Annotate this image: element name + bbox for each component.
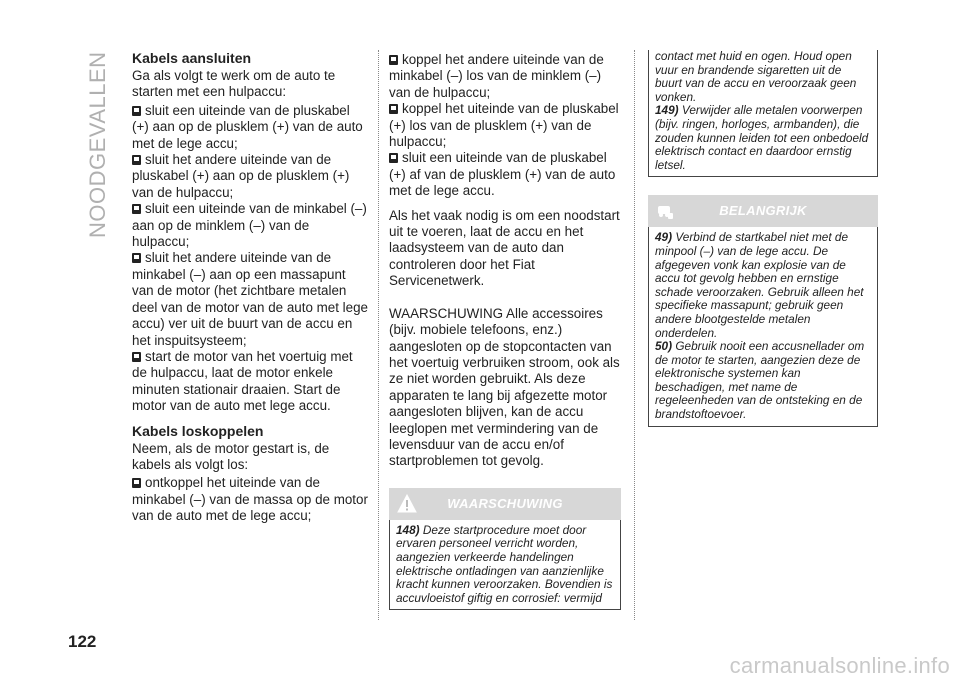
checkbox-square-icon	[389, 55, 398, 65]
list-item: sluit het andere uiteinde van de pluskabel (+) aan op de plusklem (+) van de hulpaccu;	[132, 152, 350, 200]
checkbox-square-icon	[389, 153, 398, 163]
warning-item-149	[655, 104, 871, 172]
list-item: sluit een uiteinde van de minkabel (–) aan op de minklem (–) van de hulpaccu;	[132, 201, 367, 250]
notice-item-49	[655, 231, 871, 340]
list-item: sluit het andere uiteinde van de minkabel (–) aan op een massapunt van de motor (het zichtbare metalen deel van de motor van de auto met lege accu) ver uit de buurt van de accu en het inspuitsysteem;	[132, 250, 368, 348]
column-2	[389, 52, 621, 610]
column-divider-1	[378, 50, 379, 620]
car-hand-icon	[654, 200, 676, 222]
warning-title: WAARSCHUWING	[447, 495, 563, 511]
checkbox-square-icon	[132, 253, 141, 263]
checkbox-square-icon	[132, 106, 141, 116]
intro-disconnect: Neem, als de motor gestart is, de kabels als volgt los:	[132, 440, 330, 472]
checkbox-square-icon	[132, 204, 141, 214]
notice-title: BELANGRIJK	[719, 203, 807, 219]
notice-body	[648, 227, 878, 426]
notice-number: 50)	[655, 339, 673, 354]
section-heading-connect: Kabels aansluiten	[132, 50, 252, 66]
list-item: start de motor van het voertuig met de hulpaccu, laat de motor enkele minuten stationair draaien. Start de motor van de auto met lege accu.	[132, 348, 353, 414]
list-item: sluit een uiteinde van de pluskabel (+) aan op de plusklem (+) van de auto met de lege accu;	[132, 102, 363, 151]
checkbox-square-icon	[132, 478, 141, 488]
list-item: sluit een uiteinde van de pluskabel (+) af van de plusklem (+) van de auto met de lege accu.	[389, 150, 616, 199]
warning-text: Verwijder alle metalen voorwerpen (bijv. ringen, horloges, armbanden), die zouden kunnen leiden tot een onbedoeld elektrisch contact en daardoor ernstig letsel.	[655, 103, 869, 172]
warning-continuation	[648, 50, 878, 177]
checkbox-square-icon	[132, 352, 141, 362]
column-3	[648, 50, 878, 427]
warning-header	[389, 488, 621, 520]
section-heading-disconnect: Kabels loskoppelen	[132, 422, 264, 439]
notice-header	[648, 195, 878, 227]
warning-triangle-icon	[397, 494, 417, 514]
notice-text: Gebruik nooit een accusnellader om de motor te starten, aangezien deze de elektronische systemen kan beschadigen, met name de regeleenheden van de ontsteking en de brandstoftoevoer.	[655, 339, 865, 422]
warning-continued-text: contact met huid en ogen. Houd open vuur en brandende sigaretten uit de buurt van de accu en veroorzaak geen vonken.	[655, 49, 857, 104]
watermark-text: carmanualsonline.info	[729, 653, 950, 678]
list-item: koppel het andere uiteinde van de minkabel (–) los van de minklem (–) van de hulpaccu;	[389, 52, 604, 100]
paragraph-accessories-warning: WAARSCHUWING Alle accessoires (bijv. mobiele telefoons, enz.) aangesloten op de stopcontacten van het voertuig verbruiken stroom, ook als ze niet worden gebruikt. Als deze apparaten te lang bij afgezette motor aangesloten blijven, kan de accu leeglopen met vermindering van de levensduur van de accu en/of startproblemen tot gevolg.	[389, 305, 620, 469]
page-number: 122	[68, 632, 97, 651]
warning-number: 149)	[655, 103, 679, 118]
checkbox-square-icon	[389, 104, 398, 114]
notice-number: 49)	[655, 230, 673, 245]
warning-box	[389, 488, 621, 611]
list-item: koppel het uiteinde van de pluskabel (+) los van de plusklem (+) van de hulpaccu;	[389, 101, 619, 150]
column-divider-2	[634, 50, 635, 620]
paragraph-service: Als het vaak nodig is om een noodstart uit te voeren, laat de accu en het laadsysteem van de auto dan controleren door het Fiat Servicenetwerk.	[389, 207, 620, 289]
warning-number: 148)	[396, 522, 420, 537]
list-item: ontkoppel het uiteinde van de minkabel (–) van de massa op de motor van de auto met de lege accu;	[132, 475, 368, 524]
intro-connect: Ga als volgt te werk om de auto te starten met een hulpaccu:	[132, 68, 336, 100]
notice-text: Verbind de startkabel niet met de minpool (–) van de lege accu. De afgegeven vonk kan explosie van de accu tot gevolg hebben en ernstige schade veroorzaken. Gebruik alleen het specifieke massapunt; gebruik geen andere blootgestelde metalen onderdelen.	[655, 230, 864, 340]
warning-text: Deze startprocedure moet door ervaren personeel verricht worden, aangezien verkeerde handelingen elektrische ontladingen van aanzienlijke kracht kunnen veroorzaken. Bovendien is accuvloeistof giftig en corrosief: vermijd	[396, 522, 613, 605]
side-chapter-title: NOODGEVALLEN	[85, 51, 110, 238]
column-1	[132, 50, 368, 525]
checkbox-square-icon	[132, 155, 141, 165]
notice-item-50	[655, 340, 871, 422]
warning-body	[389, 520, 621, 611]
